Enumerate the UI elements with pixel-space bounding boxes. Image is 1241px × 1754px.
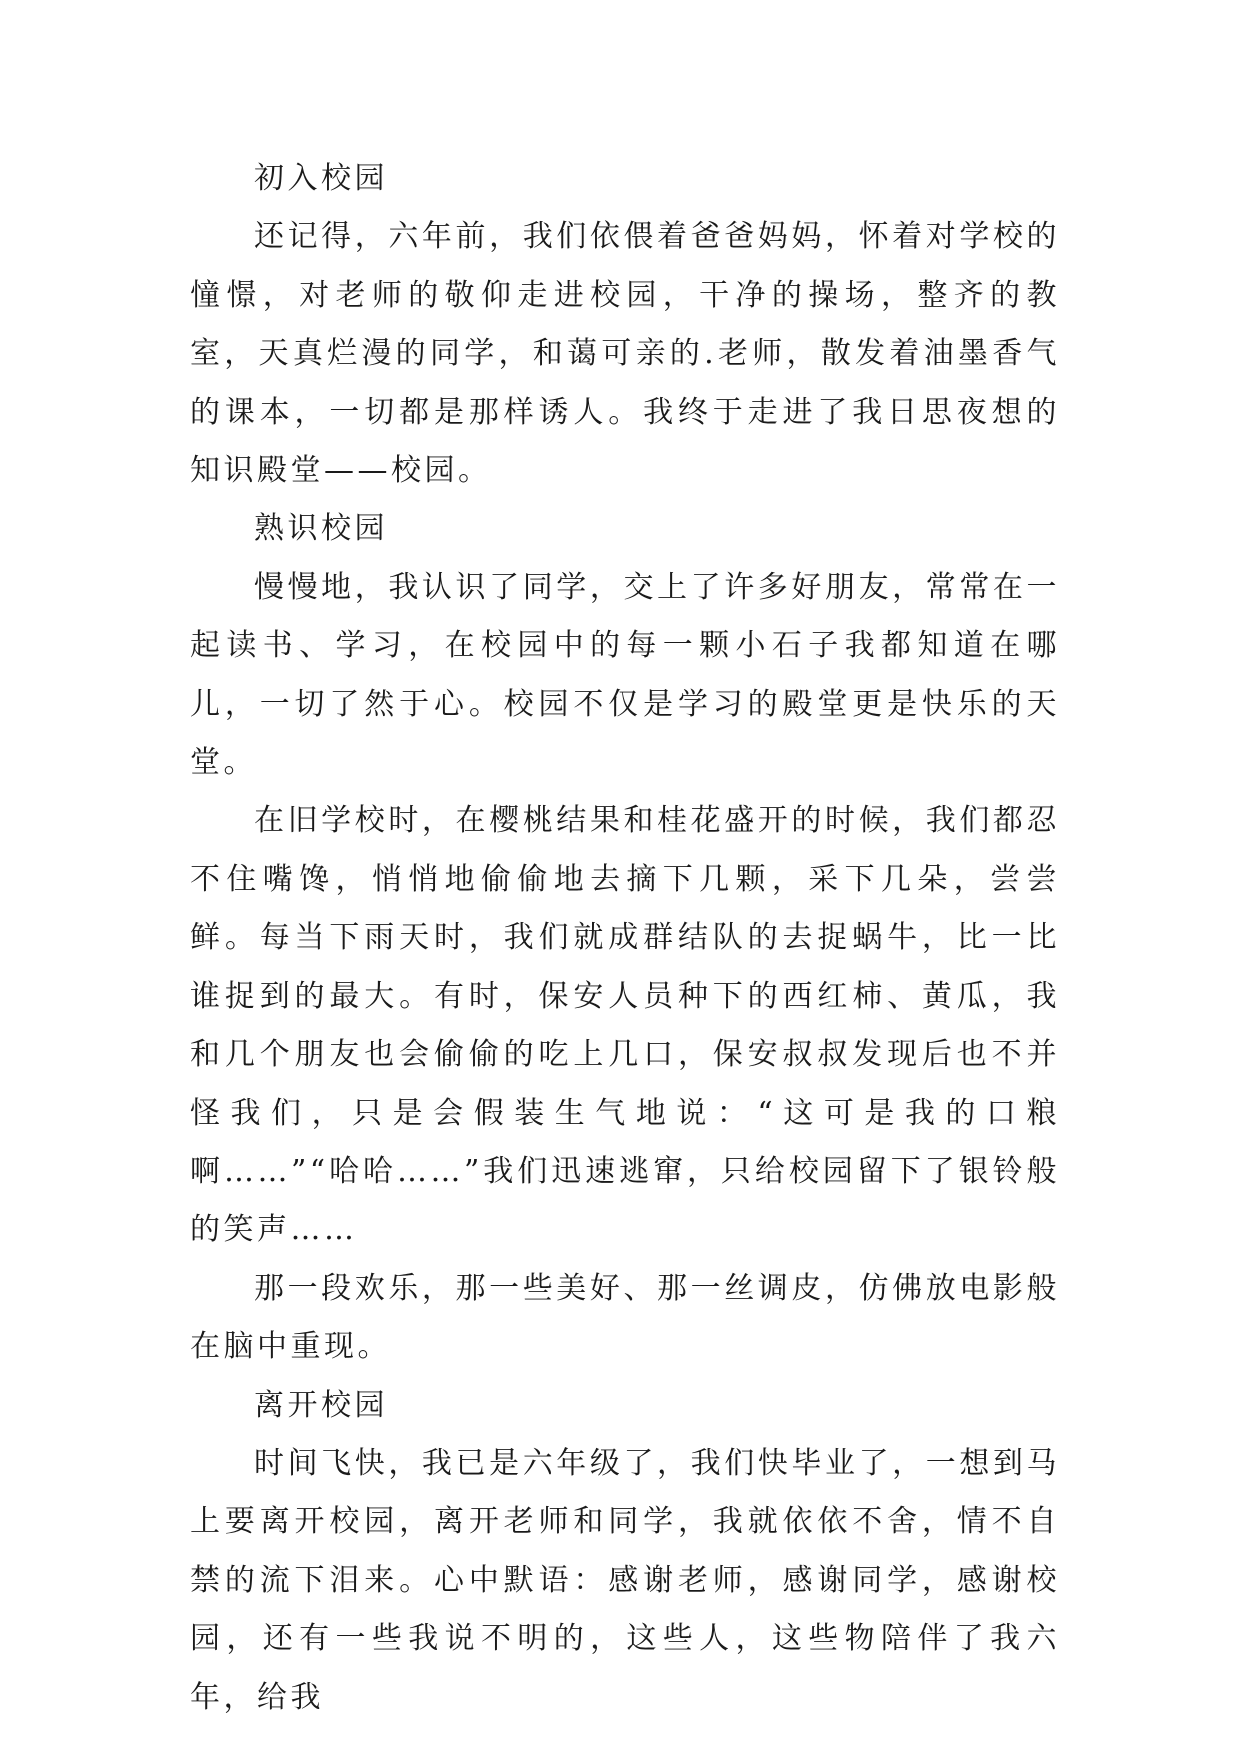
paragraph: 时间飞快，我已是六年级了，我们快毕业了，一想到马上要离开校园，离开老师和同学，我就依依不舍，情不自禁的流下泪来。心中默语：感谢老师，感谢同学，感谢校园，还有一些我说不明的，这些人，这些物陪伴了我六年，给我 (190, 1445, 1060, 1715)
section-heading-leaving: 离开校园 (254, 1387, 388, 1423)
document-page (190, 150, 1060, 1727)
paragraph: 那一段欢乐，那一些美好、那一丝调皮，仿佛放电影般在脑中重现。 (190, 1270, 1060, 1365)
paragraph: 还记得，六年前，我们依偎着爸爸妈妈，怀着对学校的憧憬，对老师的敬仰走进校园，干净的操场，整齐的教室，天真烂漫的同学，和蔼可亲的.老师，散发着油墨香气的课本，一切都是那样诱人。我终于走进了我日思夜想的知识殿堂——校园。 (190, 219, 1060, 489)
section-heading-familiar: 熟识校园 (254, 511, 388, 547)
paragraph: 慢慢地，我认识了同学，交上了许多好朋友，常常在一起读书、学习，在校园中的每一颗小石子我都知道在哪儿，一切了然于心。校园不仅是学习的殿堂更是快乐的天堂。 (190, 569, 1060, 781)
section-heading-entering: 初入校园 (254, 161, 388, 196)
paragraph: 在旧学校时，在樱桃结果和桂花盛开的时候，我们都忍不住嘴馋，悄悄地偷偷地去摘下几颗，采下几朵，尝尝鲜。每当下雨天时，我们就成群结队的去捉蜗牛，比一比谁捉到的最大。有时，保安人员种下的西红柿、黄瓜，我和几个朋友也会偷偷的吃上几口，保安叔叔发现后也不并怪我们，只是会假装生气地说：“这可是我的口粮啊……”“哈哈……”我们迅速逃窜，只给校园留下了银铃般的笑声…… (190, 803, 1060, 1248)
